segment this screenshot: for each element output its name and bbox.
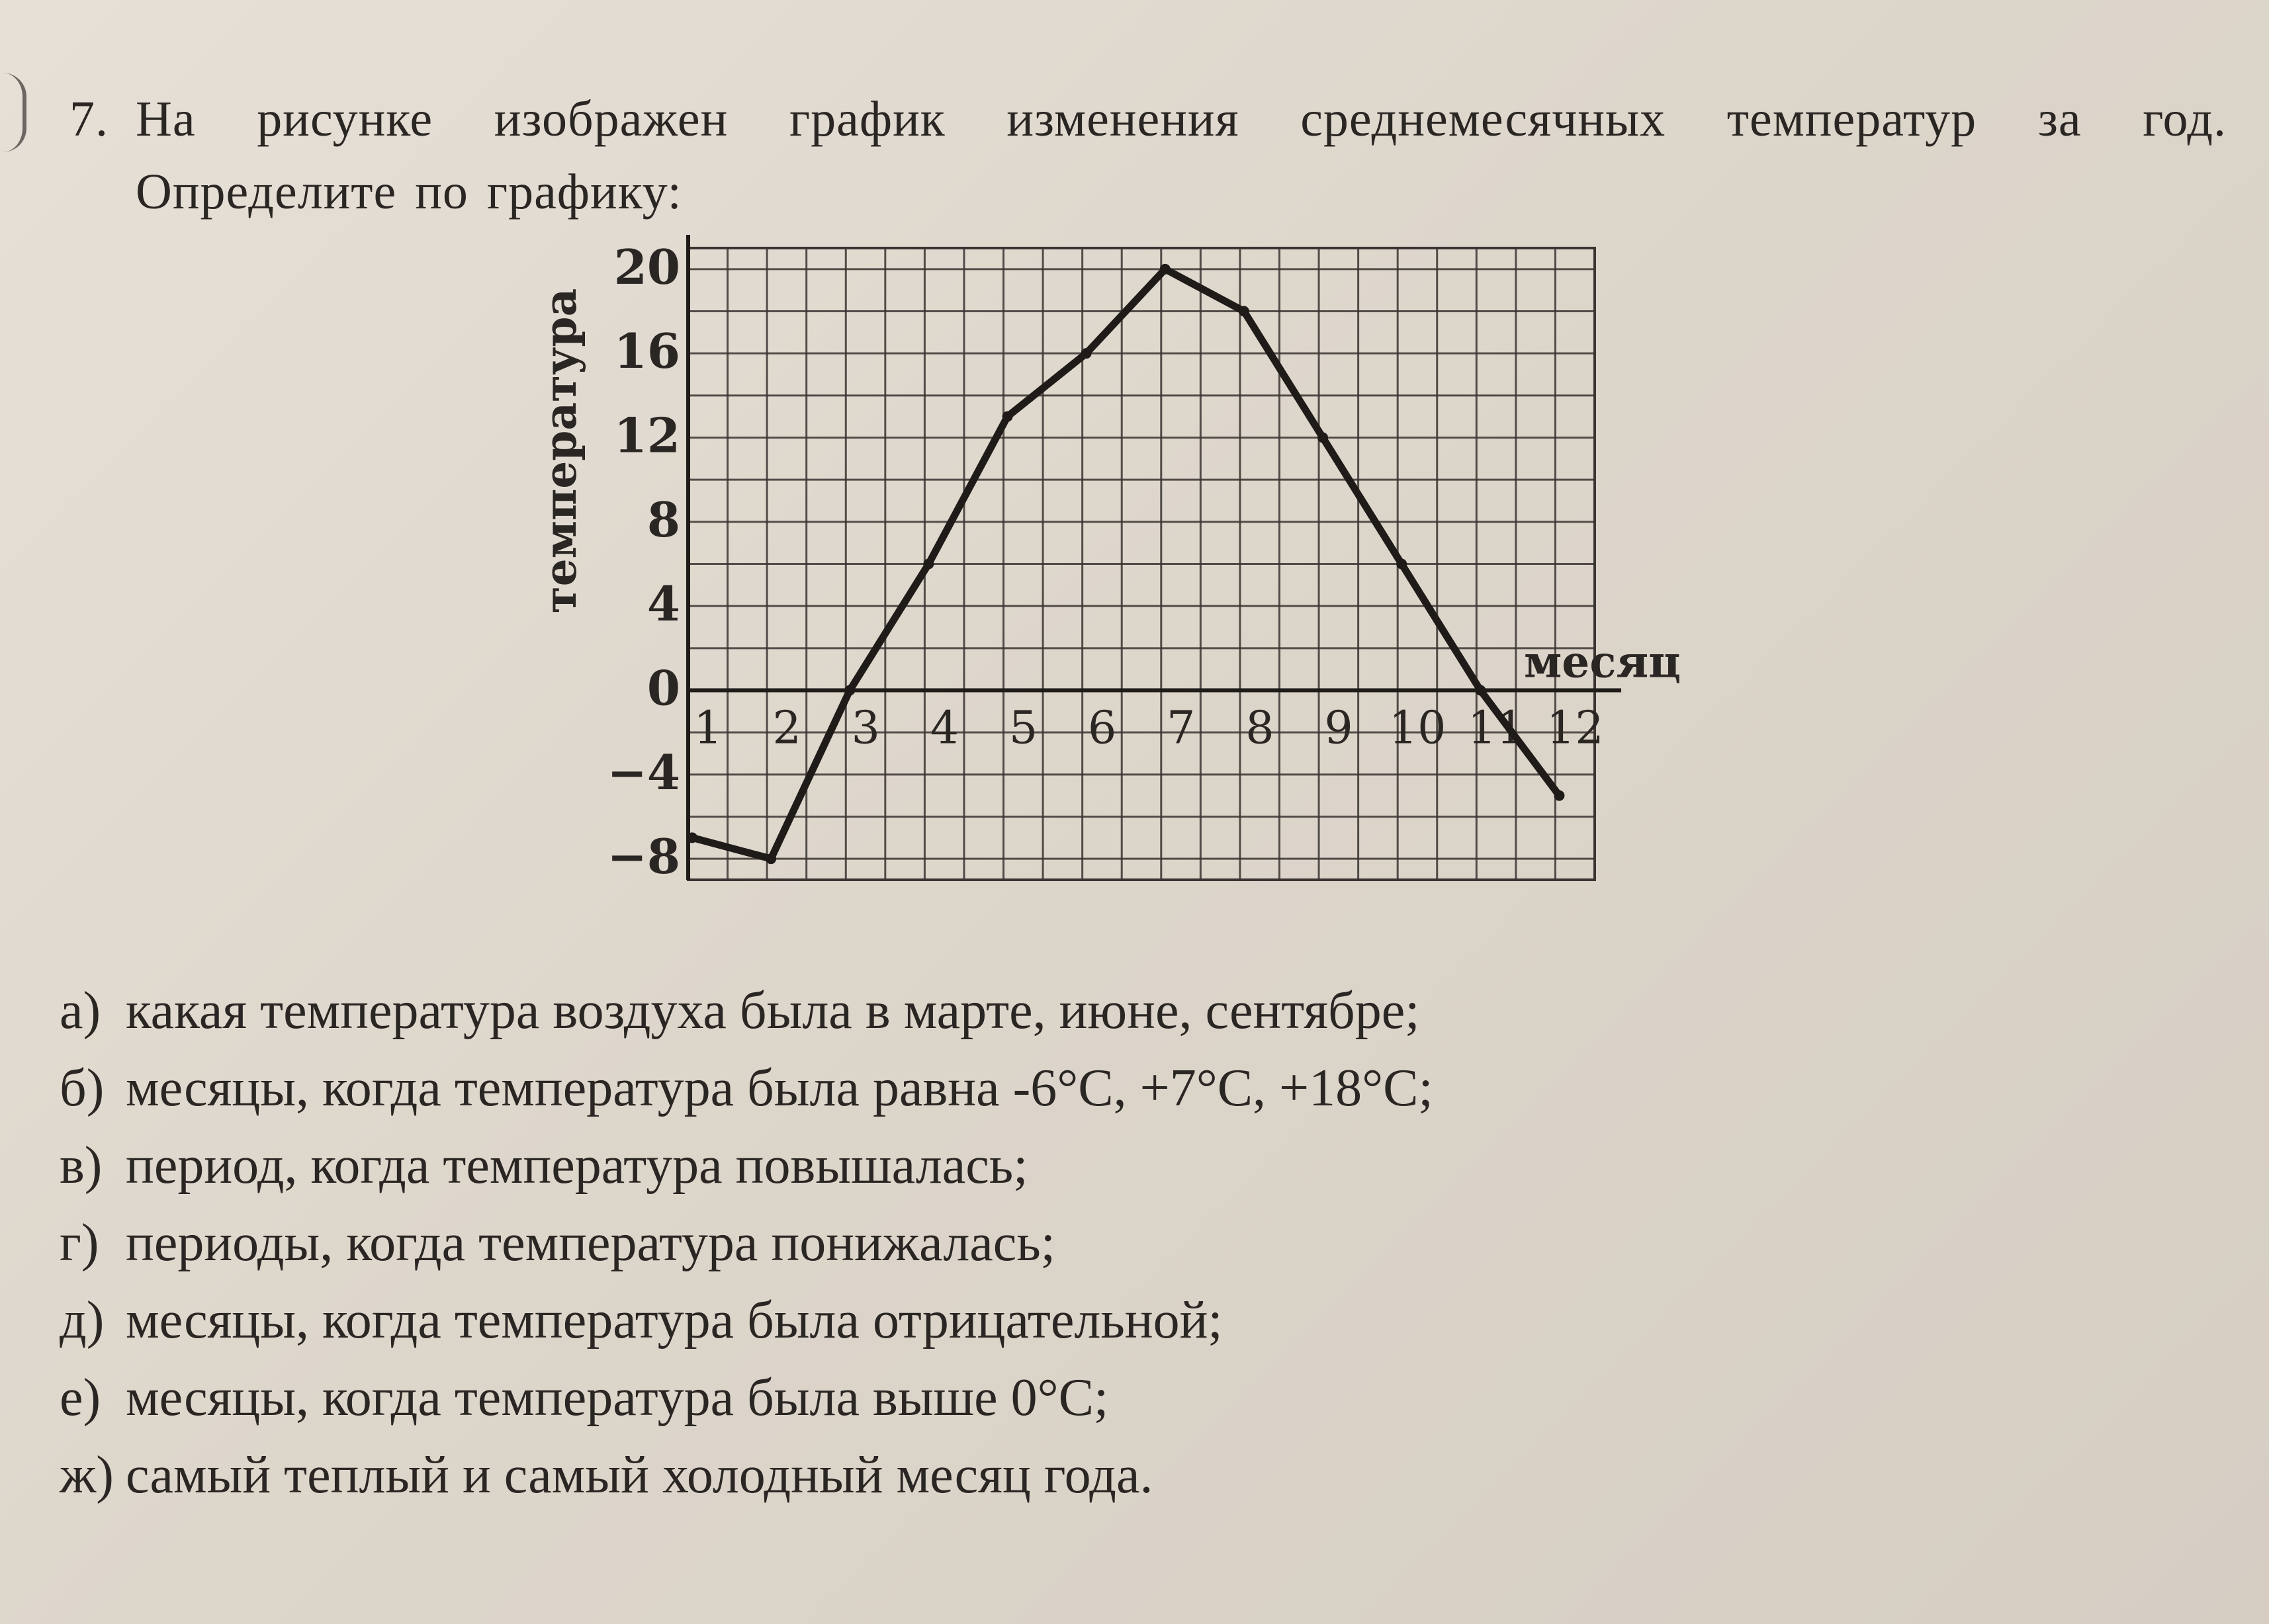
y-tick-label: 8 [646,491,680,548]
question-text: период, когда температура повышалась; [126,1136,1028,1195]
question-text: самый теплый и самый холодный месяц года. [126,1446,1153,1504]
y-axis-label: температура [535,288,586,614]
question-text: месяцы, когда температура была отрицательной; [126,1291,1223,1349]
x-tick-label: 5 [1008,702,1038,755]
question-item-b [60,1050,2045,1127]
question-item-g [60,1205,2045,1282]
question-list [60,972,2045,1514]
y-tick-label: −4 [607,744,680,800]
y-tick-label: −8 [607,828,680,885]
x-tick-label: 6 [1088,702,1117,755]
x-tick-label: 10 [1388,702,1446,755]
data-point [687,832,697,843]
y-tick-label: 16 [613,323,680,380]
question-item-a [60,972,2045,1050]
question-text: месяцы, когда температура была выше 0°С; [126,1369,1109,1427]
y-tick-label: 20 [613,238,680,295]
task-number: 7. [69,91,109,147]
chart-axes [688,235,1621,880]
question-letter: д) [60,1291,105,1349]
y-tick-labels [607,239,680,884]
data-point [844,685,855,696]
x-tick-label: 1 [693,702,723,755]
x-tick-label: 8 [1245,702,1274,755]
data-point [1081,348,1092,359]
question-letter: г) [60,1214,99,1272]
data-point [1475,685,1486,696]
x-tick-label: 9 [1324,702,1353,755]
question-letter: ж) [60,1446,114,1504]
question-letter: б) [60,1059,105,1117]
y-tick-label: 4 [646,576,680,632]
question-text: периоды, когда температура понижалась; [126,1214,1055,1272]
x-tick-label: 4 [930,702,959,755]
question-letter: а) [60,982,101,1040]
x-tick-label: 2 [772,702,801,755]
x-axis-label: месяц [1523,636,1681,688]
temperature-chart [529,218,1720,913]
task-statement: На рисунке изображен график изменения среднемесячных температур за год. [136,91,2227,147]
task-line-1 [69,83,2227,155]
question-text: какая температура воздуха была в марте, июне, сентябре; [126,982,1420,1040]
question-letter: е) [60,1369,101,1427]
data-point [1396,559,1407,570]
question-text: месяцы, когда температура была равна -6°С, +7°С, +18°С; [126,1059,1433,1117]
y-tick-label: 12 [613,407,680,464]
task-instruction: Определите по графику: [136,164,682,220]
data-point [1554,791,1564,801]
x-tick-label: 7 [1167,702,1196,755]
chart-grid [688,248,1595,880]
task-header [69,83,2227,228]
question-item-zh [60,1437,2045,1514]
data-point [1002,411,1013,422]
y-tick-label: 0 [646,660,680,716]
question-item-v [60,1127,2045,1205]
data-point [766,853,776,864]
data-point [1160,264,1171,275]
question-letter: в) [60,1136,103,1195]
x-tick-label: 11 [1468,702,1525,755]
temperature-chart-svg [529,218,1720,913]
question-item-d [60,1282,2045,1359]
question-item-e [60,1359,2045,1437]
data-point [1317,433,1328,443]
x-tick-label: 12 [1546,702,1604,755]
margin-bracket-mark [3,73,26,152]
x-tick-label: 3 [851,702,880,755]
data-point [1239,306,1249,317]
data-point [923,559,934,570]
